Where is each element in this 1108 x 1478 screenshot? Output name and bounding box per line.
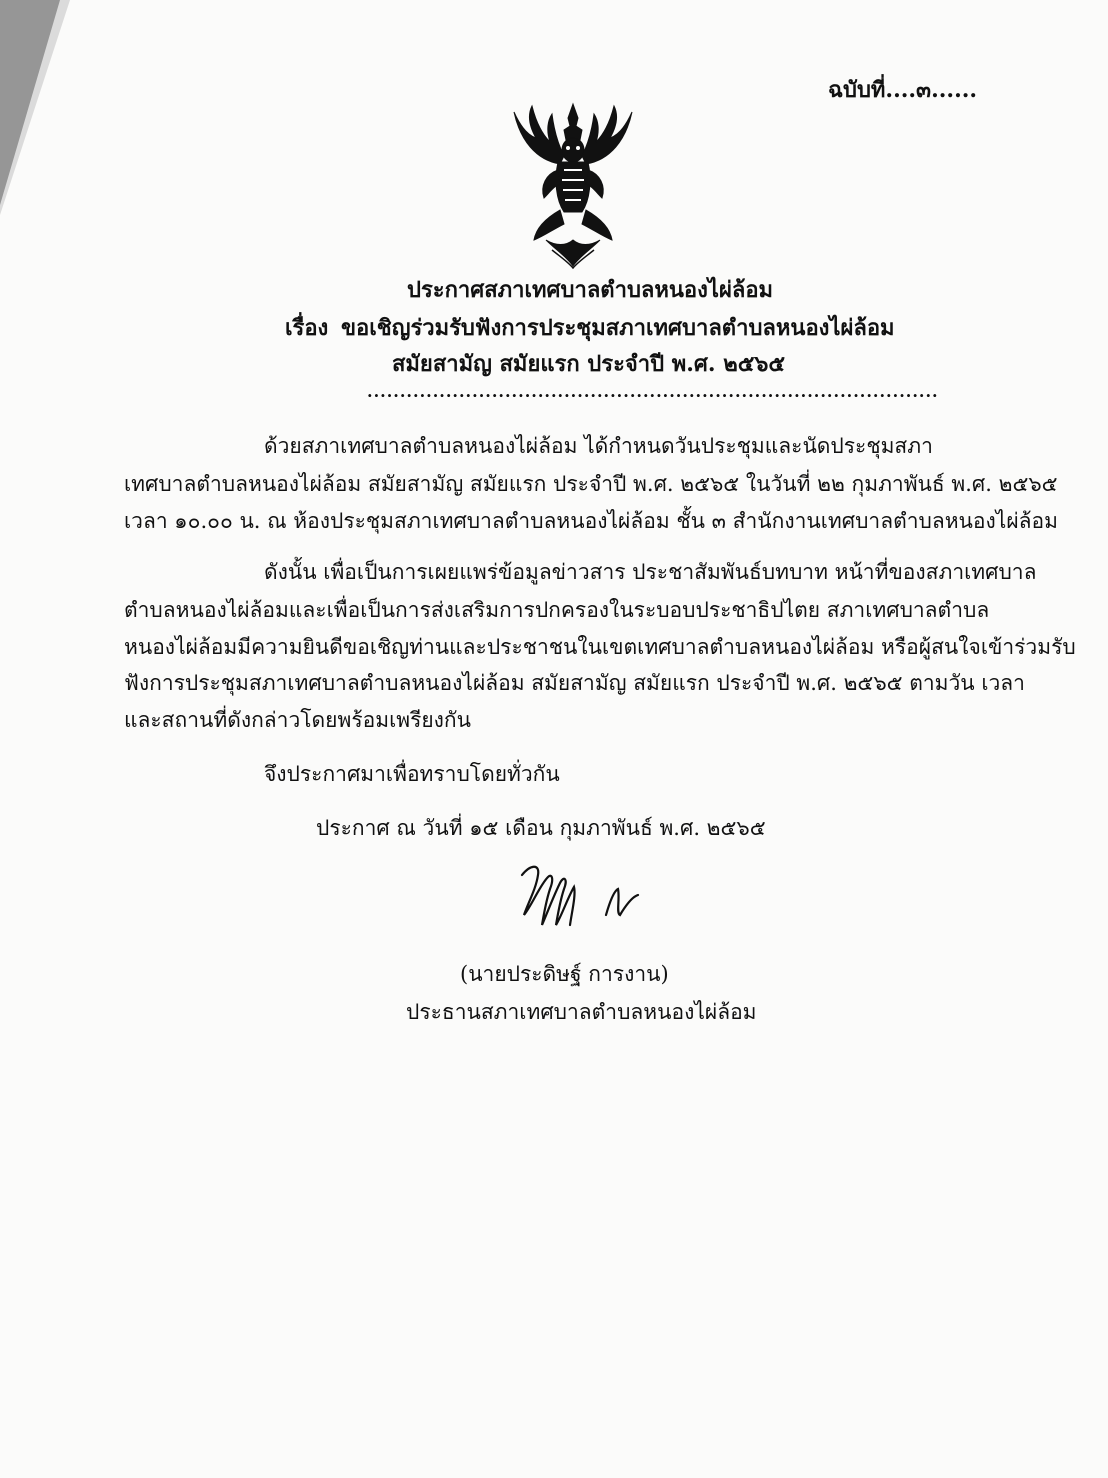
signature-mark	[510, 855, 650, 940]
paper-fold	[0, 0, 60, 205]
para1-line-1: ด้วยสภาเทศบาลตำบลหนองไผ่ล้อม ได้กำหนดวันประชุมและนัดประชุมสภา	[264, 434, 933, 458]
copy-number: ฉบับที่....๓......	[828, 77, 978, 103]
garuda-emblem-icon	[506, 100, 640, 270]
announcement-date: ประกาศ ณ วันที่ ๑๕ เดือน กุมภาพันธ์ พ.ศ. ๒๕๖๕	[316, 816, 766, 840]
subject-text: ขอเชิญร่วมรับฟังการประชุมสภาเทศบาลตำบลหนองไผ่ล้อม	[341, 315, 895, 341]
para2-line-2: ตำบลหนองไผ่ล้อมและเพื่อเป็นการส่งเสริมการปกครองในระบอบประชาธิปไตย สภาเทศบาลตำบล	[124, 598, 990, 622]
signer-position: ประธานสภาเทศบาลตำบลหนองไผ่ล้อม	[406, 1000, 757, 1024]
subject-line-2: สมัยสามัญ สมัยแรก ประจำปี พ.ศ. ๒๕๖๕	[392, 351, 785, 377]
closing-line: จึงประกาศมาเพื่อทราบโดยทั่วกัน	[264, 762, 560, 786]
announcement-title: ประกาศสภาเทศบาลตำบลหนองไผ่ล้อม	[407, 277, 774, 303]
subject-line	[285, 310, 895, 345]
para2-line-3: หนองไผ่ล้อมมีความยินดีขอเชิญท่านและประชาชนในเขตเทศบาลตำบลหนองไผ่ล้อม หรือผู้สนใจเข้าร่วมรับ	[124, 635, 1076, 659]
para2-line-5: และสถานที่ดังกล่าวโดยพร้อมเพรียงกัน	[124, 708, 471, 732]
para1-line-3: เวลา ๑๐.๐๐ น. ณ ห้องประชุมสภาเทศบาลตำบลหนองไผ่ล้อม ชั้น ๓ สำนักงานเทศบาลตำบลหนองไผ่ล้อม	[124, 509, 1058, 533]
subject-label: เรื่อง	[285, 315, 329, 341]
signer-name: (นายประดิษฐ์ การงาน)	[460, 962, 669, 986]
para2-line-1: ดังนั้น เพื่อเป็นการเผยแพร่ข้อมูลข่าวสาร ประชาสัมพันธ์บทบาท หน้าที่ของสภาเทศบาล	[264, 560, 1037, 584]
para2-line-4: ฟังการประชุมสภาเทศบาลตำบลหนองไผ่ล้อม สมัยสามัญ สมัยแรก ประจำปี พ.ศ. ๒๕๖๕ ตามวัน เวลา	[124, 671, 1025, 695]
title-separator: .......................................................................................	[367, 382, 939, 401]
para1-line-2: เทศบาลตำบลหนองไผ่ล้อม สมัยสามัญ สมัยแรก ประจำปี พ.ศ. ๒๕๖๕ ในวันที่ ๒๒ กุมภาพันธ์ พ.ศ. ๒๕๖๕	[124, 472, 1058, 496]
